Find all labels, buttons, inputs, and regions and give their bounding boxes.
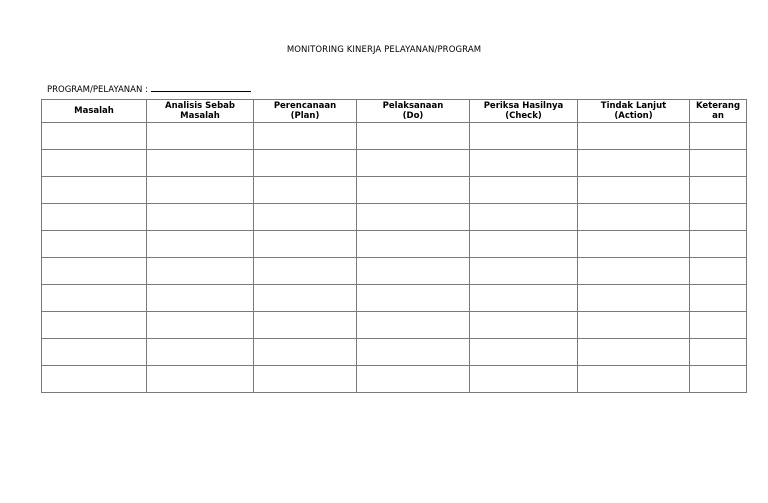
table-cell [147,258,254,285]
table-cell [470,123,578,150]
table-cell [42,150,147,177]
table-cell [578,150,690,177]
table-cell [690,177,747,204]
table-cell [147,285,254,312]
table-cell [147,123,254,150]
table-cell [690,339,747,366]
table-cell [690,312,747,339]
table-cell [578,312,690,339]
table-cell [357,123,470,150]
table-cell [578,366,690,393]
table-cell [254,177,357,204]
table-cell [470,177,578,204]
header-analisis-sebab-masalah: Analisis Sebab Masalah [147,100,254,123]
table-cell [42,285,147,312]
table-row [42,231,747,258]
table-cell [357,312,470,339]
table-row [42,150,747,177]
table-cell [254,312,357,339]
table-cell [42,258,147,285]
document-title: MONITORING KINERJA PELAYANAN/PROGRAM [286,45,482,55]
program-label: PROGRAM/PELAYANAN : [47,85,148,95]
table-cell [470,150,578,177]
table-cell [578,339,690,366]
table-cell [690,258,747,285]
table-cell [470,312,578,339]
table-cell [578,231,690,258]
table-cell [42,339,147,366]
table-cell [470,366,578,393]
table-cell [470,339,578,366]
table-row [42,123,747,150]
table-cell [357,339,470,366]
table-cell [147,204,254,231]
table-cell [357,150,470,177]
table-row [42,366,747,393]
table-cell [690,123,747,150]
table-cell [254,231,357,258]
table-cell [357,177,470,204]
table-cell [357,366,470,393]
table-cell [147,177,254,204]
table-cell [690,204,747,231]
table-cell [470,204,578,231]
table-cell [147,150,254,177]
table-cell [147,339,254,366]
table-cell [254,150,357,177]
table-cell [42,366,147,393]
table-cell [357,258,470,285]
table-header-row [42,100,747,123]
header-tindak-lanjut: Tindak Lanjut (Action) [578,100,690,123]
table-cell [357,204,470,231]
table-cell [470,285,578,312]
table-cell [254,258,357,285]
table-cell [42,312,147,339]
table-cell [147,312,254,339]
table-cell [690,285,747,312]
table-row [42,258,747,285]
table-row [42,285,747,312]
table-cell [254,123,357,150]
table-cell [690,231,747,258]
header-pelaksanaan: Pelaksanaan (Do) [357,100,470,123]
table-cell [147,366,254,393]
program-blank-line [151,82,251,92]
table-cell [578,123,690,150]
table-cell [42,204,147,231]
table-cell [470,231,578,258]
table-cell [578,204,690,231]
program-field [47,82,251,95]
table-cell [357,285,470,312]
table-cell [147,231,254,258]
table-cell [690,150,747,177]
table-cell [254,366,357,393]
table-body [42,123,747,393]
table-cell [690,366,747,393]
header-keterangan: Keterang an [690,100,747,123]
table-cell [42,177,147,204]
header-masalah: Masalah [42,100,147,123]
table-row [42,204,747,231]
table-cell [254,339,357,366]
table-cell [357,231,470,258]
table-cell [578,285,690,312]
table-cell [470,258,578,285]
table-cell [42,123,147,150]
table-cell [254,285,357,312]
table-cell [42,231,147,258]
table-cell [578,177,690,204]
table-row [42,177,747,204]
header-perencanaan: Perencanaan (Plan) [254,100,357,123]
header-periksa-hasilnya: Periksa Hasilnya (Check) [470,100,578,123]
table-row [42,312,747,339]
monitoring-table [41,99,747,393]
table-cell [578,258,690,285]
table-cell [254,204,357,231]
table-row [42,339,747,366]
